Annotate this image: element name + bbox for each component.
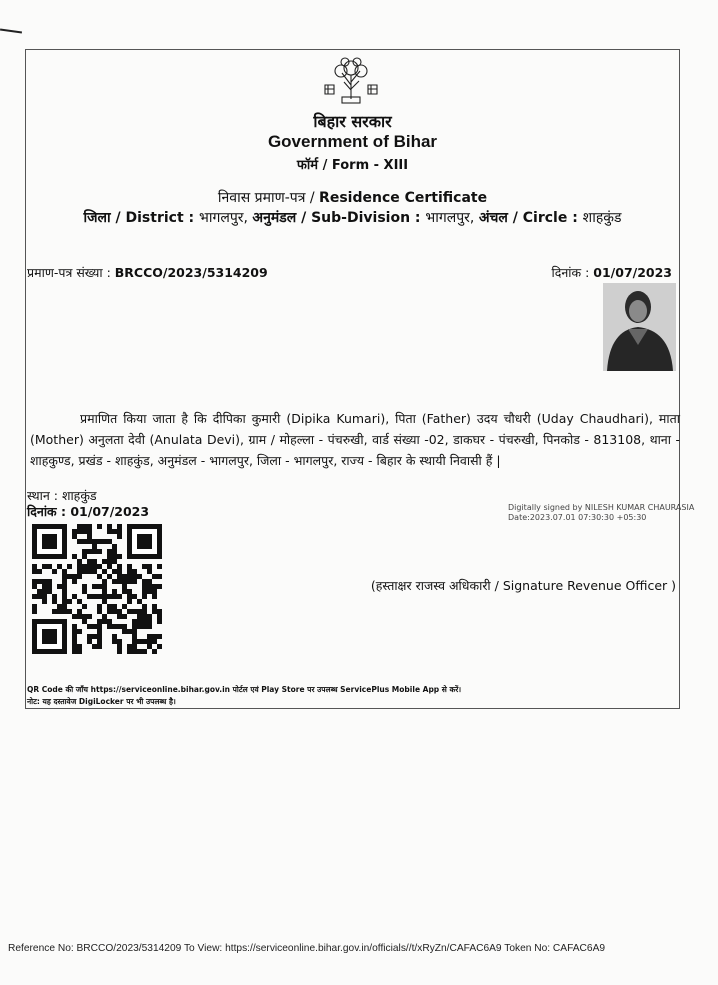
certification-statement: प्रमाणित किया जाता है कि दीपिका कुमारी (Dipika Kumari), पिता (Father) उदय चौधरी (Uday Chaudhari), माता (Mother) अनुलता देवी (Anulata Devi), ग्राम / मोहल्ला - पंचरुखी, वार्ड संख्या -02, डाकघर - पंचरुखी, पिनकोड - 813108, थाना - शाहकुण्ड, प्रखंड - शाहकुंड, अनुमंडल - भागलपुर, जिला - भागलपुर, राज्य - बिहार के स्थायी निवासी हैं | [30, 411, 680, 468]
digilocker-note: नोट: यह दस्तावेज DigiLocker पर भी उपलब्ध है। [27, 697, 176, 706]
place-label: स्थान : [27, 488, 62, 503]
bihar-emblem-icon [322, 55, 380, 105]
digital-signature-signer: Digitally signed by NILESH KUMAR CHAURASIA [508, 503, 695, 512]
person-photo-icon [603, 283, 676, 371]
reference-line: Reference No: BRCCO/2023/5314209 To View: https://serviceonline.bihar.gov.in/officials//t/xRyZn/CAFAC6A9 Token No: CAFAC6A9 [8, 943, 606, 954]
qr-code-icon [32, 524, 162, 654]
certificate-title-hindi: निवास प्रमाण-पत्र / [217, 190, 320, 206]
issue-date [27, 503, 149, 520]
digital-signature-date: Date:2023.07.01 07:30:30 +05:30 [508, 513, 647, 522]
certificate-number-value: BRCCO/2023/5314209 [114, 265, 268, 280]
certificate-number-label: प्रमाण-पत्र संख्या : [27, 265, 115, 280]
certificate-date-value: 01/07/2023 [593, 265, 672, 280]
scan-edge-mark [0, 28, 22, 33]
certificate-title [25, 188, 680, 207]
circle-label: अंचल / Circle : [478, 210, 583, 226]
subdivision-label: अनुमंडल / Sub-Division : [252, 210, 426, 226]
digital-signature [508, 503, 694, 523]
issue-date-label: दिनांक : [27, 504, 71, 519]
certificate-date-label: दिनांक : [551, 265, 594, 280]
district-label: जिला / District : [83, 210, 199, 226]
government-title-english: Government of Bihar [267, 132, 438, 151]
place-value: शाहकुंड [61, 488, 97, 503]
certificate-date [551, 264, 672, 281]
applicant-photo [603, 283, 676, 371]
place [27, 487, 97, 504]
form-number: फॉर्म / Form - XIII [296, 158, 409, 173]
issue-date-value: 01/07/2023 [70, 504, 150, 519]
district-value: भागलपुर, [198, 210, 253, 226]
jurisdiction-line [25, 208, 680, 227]
circle-value: शाहकुंड [582, 210, 622, 226]
subdivision-value: भागलपुर, [425, 210, 479, 226]
certificate-number [27, 264, 268, 281]
government-title-hindi: बिहार सरकार [313, 112, 392, 131]
qr-verification-note: QR Code की जाँच https://serviceonline.bihar.gov.in पोर्टल एवं Play Store पर उपलब्ध ServicePlus Mobile App से करें। [27, 685, 462, 694]
certificate-title-english: Residence Certificate [319, 190, 488, 206]
signature-label: (हस्ताक्षर राजस्व अधिकारी / Signature Revenue Officer ) [370, 578, 676, 593]
